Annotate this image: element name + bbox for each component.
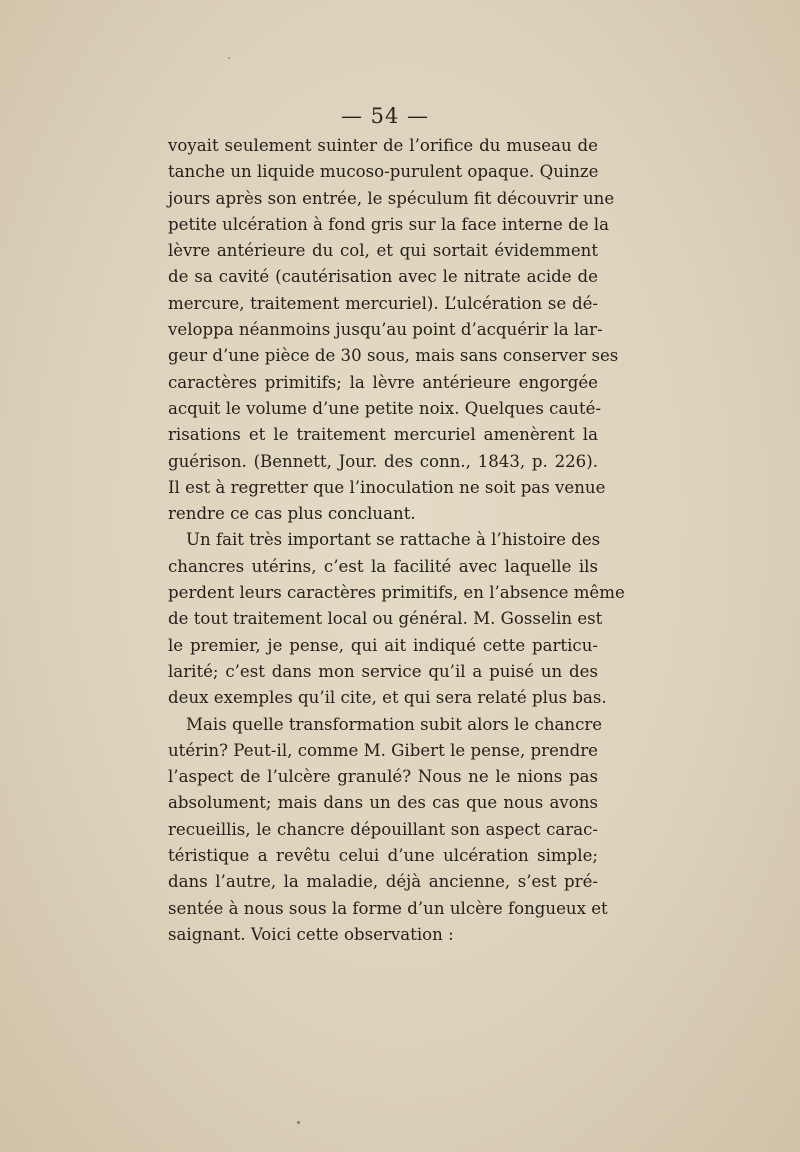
text-line: voyait seulement suinter de l’orifice du museau de	[168, 136, 598, 155]
text-line: acquit le volume d’une petite noix. Quelques cauté-	[168, 398, 602, 418]
text-line: perdent leurs caractères primitifs, en l’absence même	[168, 583, 625, 603]
text-line: chancres utérins, c’est la facilité avec laquelle ils	[168, 556, 598, 576]
paragraph-2	[168, 527, 625, 711]
text-line: deux exemples qu’il cite, et qui sera relaté plus bas.	[168, 688, 607, 708]
text-line: saignant. Voici cette observation :	[168, 924, 454, 944]
paragraph-3	[168, 712, 608, 949]
text-line: tanche un liquide mucoso-purulent opaque. Quinze	[168, 162, 599, 182]
text-line: absolument; mais dans un des cas que nous avons	[168, 793, 598, 813]
text-line: sentée à nous sous la forme d’un ulcère fongueux et	[168, 898, 608, 918]
text-line: lèvre antérieure du col, et qui sortait évidemment	[168, 241, 598, 261]
text-line: petite ulcération à fond gris sur la face interne de la	[168, 214, 609, 234]
text-line: Il est à regretter que l’inoculation ne soit pas venue	[168, 477, 606, 497]
text-line: rendre ce cas plus concluant.	[168, 504, 416, 524]
text-line: veloppa néanmoins jusqu’au point d’acquérir la lar-	[168, 320, 603, 340]
text-line: geur d’une pièce de 30 sous, mais sans conserver ses	[168, 346, 619, 366]
text-line: l’aspect de l’ulcère granulé? Nous ne le nions pas	[168, 767, 598, 787]
paper-speck	[297, 1121, 300, 1124]
text-line: Mais quelle transformation subit alors le chancre	[186, 714, 603, 734]
paragraph-1	[168, 133, 619, 527]
text-line: de tout traitement local ou général. M. Gosselin est	[168, 609, 603, 629]
text-line: de sa cavité (cautérisation avec le nitrate acide de	[168, 267, 598, 287]
text-line: risations et le traitement mercuriel amenèrent la	[168, 425, 598, 445]
paper-speck	[228, 57, 230, 59]
text-line: dans l’autre, la maladie, déjà ancienne, s’est pré-	[168, 872, 598, 892]
page-number: — 54 —	[340, 104, 430, 128]
body-text	[168, 133, 625, 948]
text-line: caractères primitifs; la lèvre antérieure engorgée	[168, 372, 598, 392]
text-line: jours après son entrée, le spéculum fit découvrir une	[168, 188, 615, 208]
text-line: mercure, traitement mercuriel). L’ulcération se dé-	[168, 293, 598, 313]
text-line: utérin? Peut-il, comme M. Gibert le pense, prendre	[168, 740, 598, 760]
text-line: téristique a revêtu celui d’une ulcération simple;	[168, 846, 598, 866]
text-line: recueillis, le chancre dépouillant son aspect carac-	[168, 819, 598, 839]
text-line: guérison. (Bennett, Jour. des conn., 1843, p. 226).	[168, 451, 598, 471]
text-line: le premier, je pense, qui ait indiqué cette particu-	[168, 635, 598, 655]
text-line: larité; c’est dans mon service qu’il a puisé un des	[168, 661, 598, 681]
text-line: Un fait très important se rattache à l’histoire des	[186, 530, 601, 550]
